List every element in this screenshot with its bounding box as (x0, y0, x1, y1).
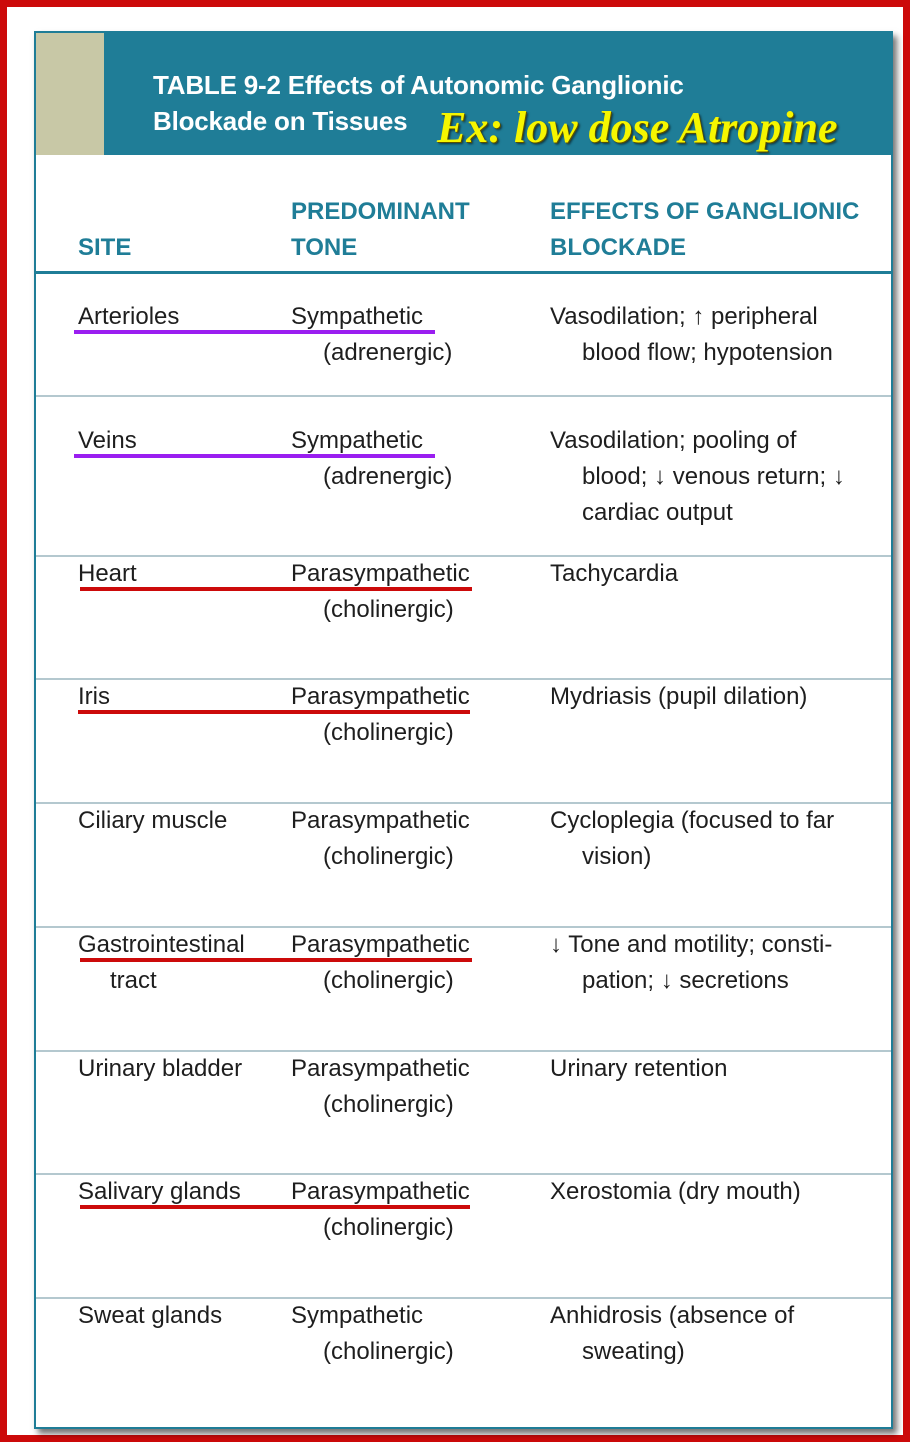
tone-line: Parasympathetic (291, 683, 470, 710)
row-5-tone-cell (291, 803, 470, 875)
row-2-tone-cell (291, 423, 452, 495)
row-3-tone-cell (291, 556, 470, 628)
tone-line: (cholinergic) (323, 1338, 454, 1365)
row-divider (36, 1173, 891, 1175)
highlight-underline (74, 330, 435, 334)
site-line: Heart (78, 560, 137, 587)
highlight-underline (78, 710, 470, 714)
row-4-effects-cell (550, 679, 807, 715)
row-divider (36, 395, 891, 397)
banner-tab (36, 33, 104, 155)
tone-line: Parasympathetic (291, 931, 470, 958)
row-9-effects-cell (550, 1298, 794, 1370)
row-7-site-cell (78, 1051, 242, 1087)
tone-line: (cholinergic) (323, 1214, 454, 1241)
effects-line: sweating) (582, 1338, 685, 1365)
row-7-effects-cell (550, 1051, 727, 1087)
row-5-effects-cell (550, 803, 834, 875)
effects-line: Urinary retention (550, 1055, 728, 1082)
row-divider (36, 802, 891, 804)
row-8-effects-cell (550, 1174, 801, 1210)
row-4-tone-cell (291, 679, 470, 751)
tone-line: (adrenergic) (323, 463, 453, 490)
effects-line: Cycloplegia (focused to far (550, 807, 835, 834)
effects-line: cardiac output (582, 499, 733, 526)
row-9-site-cell (78, 1298, 222, 1334)
site-line: Veins (78, 427, 137, 454)
table-title-line-2: Blockade on Tissues (153, 106, 408, 136)
effects-line: blood; ↓ venous return; ↓ (582, 463, 845, 490)
row-1-tone-cell (291, 299, 452, 371)
effects-line: vision) (582, 843, 652, 870)
row-divider (36, 1297, 891, 1299)
effects-line: Vasodilation; pooling of (550, 427, 797, 454)
header-effects: EFFECTS OF GANGLIONIC BLOCKADE (550, 198, 860, 261)
table-title-banner (36, 33, 891, 155)
row-6-effects-cell (550, 927, 832, 999)
effects-line: ↓ Tone and motility; consti- (550, 931, 833, 958)
tone-line: (cholinergic) (323, 843, 454, 870)
row-divider (36, 926, 891, 928)
header-rule (36, 271, 891, 274)
effects-line: Xerostomia (dry mouth) (550, 1178, 801, 1205)
highlight-underline (74, 454, 435, 458)
row-8-tone-cell (291, 1174, 470, 1246)
row-divider (36, 1050, 891, 1052)
site-line: Salivary glands (78, 1178, 241, 1205)
effects-line: Mydriasis (pupil dilation) (550, 683, 808, 710)
row-7-tone-cell (291, 1051, 470, 1123)
tone-line: (cholinergic) (323, 596, 454, 623)
site-line: Sweat glands (78, 1302, 223, 1329)
tone-line: Parasympathetic (291, 1055, 470, 1082)
effects-line: Vasodilation; ↑ peripheral (550, 303, 818, 330)
site-line: tract (110, 967, 157, 994)
tone-line: (cholinergic) (323, 719, 454, 746)
site-line: Arterioles (78, 303, 180, 330)
highlight-underline (80, 958, 472, 962)
tone-line: Sympathetic (291, 427, 424, 454)
highlight-underline (80, 587, 472, 591)
table-title-line-1: TABLE 9-2 Effects of Autonomic Ganglionic (153, 70, 684, 100)
site-line: Gastrointestinal (78, 931, 245, 958)
tone-line: Parasympathetic (291, 807, 470, 834)
header-tone: PREDOMINANT TONE (291, 198, 470, 261)
row-3-effects-cell (550, 556, 678, 592)
row-5-site-cell (78, 803, 227, 839)
tone-line: Sympathetic (291, 303, 424, 330)
row-1-effects-cell (550, 299, 833, 371)
tone-line: Parasympathetic (291, 1178, 470, 1205)
row-9-tone-cell (291, 1298, 454, 1370)
row-2-effects-cell (550, 423, 845, 531)
effects-line: Tachycardia (550, 560, 679, 587)
site-line: Urinary bladder (78, 1055, 243, 1082)
table-card (34, 31, 893, 1429)
row-divider (36, 678, 891, 680)
effects-line: pation; ↓ secretions (582, 967, 789, 994)
effects-line: blood flow; hypotension (582, 339, 833, 366)
row-6-tone-cell (291, 927, 470, 999)
highlight-underline (80, 1205, 470, 1209)
site-line: Iris (78, 683, 110, 710)
tone-line: (adrenergic) (323, 339, 453, 366)
effects-line: Anhidrosis (absence of (550, 1302, 795, 1329)
annotation-overlay: Ex: low dose Atropine (437, 103, 838, 152)
row-divider (36, 555, 891, 557)
tone-line: (cholinergic) (323, 1091, 454, 1118)
header-site: SITE (78, 234, 132, 261)
tone-line: (cholinergic) (323, 967, 454, 994)
site-line: Ciliary muscle (78, 807, 228, 834)
tone-line: Parasympathetic (291, 560, 470, 587)
row-6-site-cell (78, 927, 245, 999)
tone-line: Sympathetic (291, 1302, 424, 1329)
